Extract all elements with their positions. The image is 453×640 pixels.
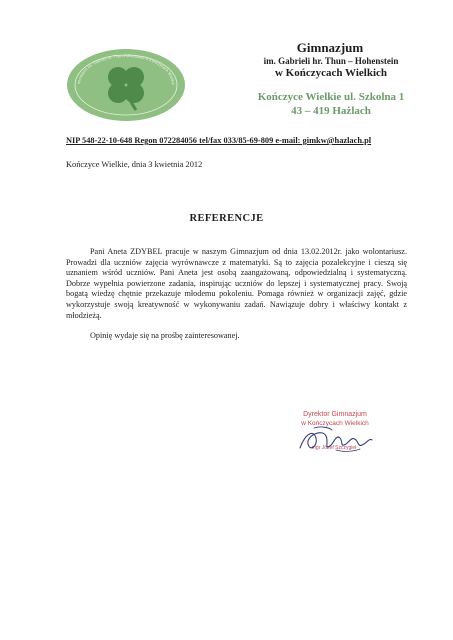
school-name: Gimnazjum (296, 40, 364, 55)
logo-text: imnazjum im. Gabrieli hr. Thun-Hohenstein w Kończycach Wielkic (76, 53, 177, 85)
address-street: Kończyce Wielkie ul. Szkolna 1 (257, 91, 405, 103)
stamp-title: Dyrektor Gimnazjum (303, 411, 367, 418)
school-logo (66, 48, 186, 122)
address-postal: 43 – 419 Hażlach (291, 105, 371, 117)
school-city: w Kończycach Wielkich (274, 67, 388, 79)
contact-line: NIP 548-22-10-648 Regon 072284056 tel/fax 033/85-69-809 e-mail: gimkw@hazlach.pl (66, 136, 372, 145)
signature (296, 424, 376, 456)
letter-body: Pani Aneta ZDYBEL pracuje w naszym Gimnazjum od dnia 13.02.2012r. jako wolontariusz. Prowadzi dla uczniów zajęcia wyrównawcze z matematyki. Są to zajęcia pozalekcyjne i cieszą się uznaniem wśród uczniów. Pani Aneta jest osobą zaangażowaną, odpowiedzialną i systematyczną. Dobrze wypełnia powierzone zadania, inspirując uczniów do lepszej i systematycznej pracy. Swoją bogatą wiedzę chętnie przekazuje młodemu pokoleniu. Pomaga również w organizacji zajęć, gdzie wykorzystuje swoją kreatywność w wykonywaniu zadań. Nawiązuje dobry i właściwy kontakt z młodzieżą. (66, 247, 407, 320)
document-title: REFERENCJE (189, 213, 264, 224)
stamp-school: w Kończycach Wielkich (301, 420, 369, 427)
letter-closing: Opinię wydaje się na prośbę zainteresowanej. (90, 331, 240, 340)
school-patron: im. Gabrieli hr. Thun – Hohenstein (263, 56, 399, 66)
place-date: Kończyce Wielkie, dnia 3 kwietnia 2012 (66, 160, 203, 169)
stamp-name: mgr Józef Szczygieł (311, 445, 357, 451)
